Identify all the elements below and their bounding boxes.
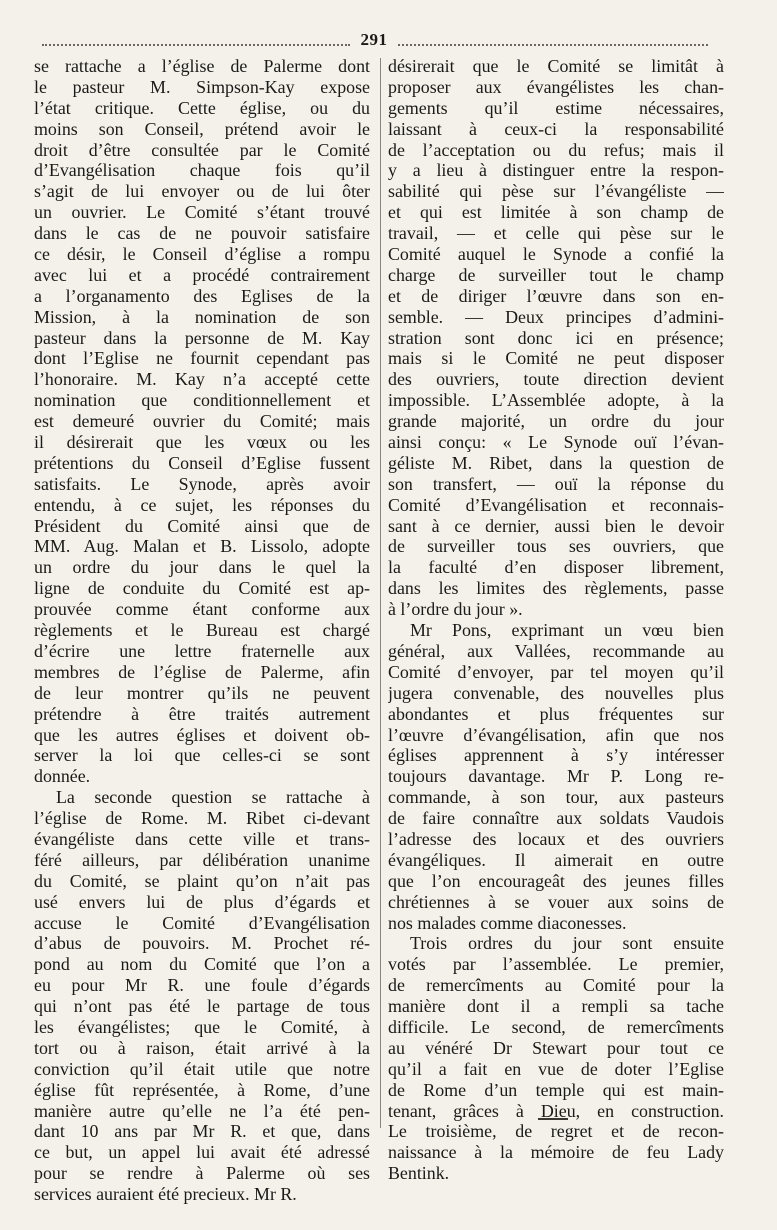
right-text-column <box>388 56 724 1184</box>
header-rule-left <box>42 44 350 46</box>
text-line: évangéliques. Il aimerait en outre <box>388 849 724 870</box>
text-line: et de diriger l’œuvre dans son en- <box>388 285 724 306</box>
text-line: dans les limites des règlements, passe <box>388 578 724 599</box>
text-line: pond au nom du Comité que l’on a <box>34 954 370 975</box>
text-line: dont l’Eglise ne fournit cependant pas <box>34 348 370 369</box>
text-line: avec lui et a procédé contrairement <box>34 264 370 285</box>
text-line: MM. Aug. Malan et B. Lissolo, adopte <box>34 536 370 557</box>
text-line: travail, — et celle qui pèse sur le <box>388 223 724 244</box>
text-line: entendu, à ce sujet, les réponses du <box>34 494 370 515</box>
text-line: qu’il a fait en vue de doter l’Eglise <box>388 1058 724 1079</box>
text-line: de surveiller tous ses ouvriers, que <box>388 536 724 557</box>
text-line: s’agit de lui envoyer ou de lui ôter <box>34 181 370 202</box>
text-line: Comité d’Evangélisation et reconnais- <box>388 494 724 515</box>
text-line: l’honoraire. M. Kay n’a accepté cette <box>34 369 370 390</box>
text-line: un ouvrier. Le Comité s’étant trouvé <box>34 202 370 223</box>
left-text-column <box>34 56 370 1205</box>
text-line: dant 10 ans par Mr R. et que, dans <box>34 1121 370 1142</box>
text-line: ligne de conduite du Comité est ap- <box>34 578 370 599</box>
text-line: pour se rendre à Palerme où ses <box>34 1163 370 1184</box>
text-line: règlements et le Bureau est chargé <box>34 620 370 641</box>
text-line: toujours davantage. Mr P. Long re- <box>388 766 724 787</box>
text-line: satisfaits. Le Synode, après avoir <box>34 473 370 494</box>
text-line: donnée. <box>34 766 91 787</box>
text-line: de l’acceptation ou du refus; mais il <box>388 139 724 160</box>
page-number: 291 <box>360 30 388 49</box>
text-line: manière autre qu’elle ne l’a été pen- <box>34 1100 370 1121</box>
text-line: tort ou à raison, était arrivé à la <box>34 1037 370 1058</box>
text-line: il désirerait que les vœux ou les <box>34 432 370 453</box>
text-line: que l’on encourageât des jeunes filles <box>388 870 724 891</box>
text-line: sant à ce dernier, aussi bien le devoir <box>388 515 724 536</box>
text-line: églises apprennent à s’y intéresser <box>388 745 724 766</box>
text-line: accuse le Comité d’Evangélisation <box>34 912 370 933</box>
text-line: manière dont il a rempli sa tache <box>388 996 724 1017</box>
text-line: l’adresse des locaux et des ouvriers <box>388 828 724 849</box>
text-line: Mission, à la nomination de son <box>34 306 370 327</box>
section-end-rule <box>538 1118 568 1120</box>
text-line: naissance à la mémoire de feu Lady <box>388 1142 724 1163</box>
text-line: y a lieu à distinguer entre la respon- <box>388 160 724 181</box>
text-line: d’écrire une lettre fraternelle aux <box>34 640 370 661</box>
text-line: féré ailleurs, par délibération unanime <box>34 849 370 870</box>
text-line: commande, à son tour, aux pasteurs <box>388 787 724 808</box>
text-line: abondantes et plus fréquentes sur <box>388 703 724 724</box>
text-line: évangéliste dans cette ville et trans- <box>34 828 370 849</box>
text-line: de Rome d’un temple qui est main- <box>388 1079 724 1100</box>
text-line: a l’organamento des Eglises de la <box>34 285 370 306</box>
text-line: du Comité, se plaint qu’on n’ait pas <box>34 870 370 891</box>
text-line: Le troisième, de regret et de recon- <box>388 1121 724 1142</box>
text-line: membres de l’église de Palerme, afin <box>34 661 370 682</box>
text-line: ce désir, le Conseil d’église a rompu <box>34 244 370 265</box>
text-line: sabilité qui pèse sur l’évangéliste — <box>388 181 724 202</box>
text-line: général, aux Vallées, recommande au <box>388 640 724 661</box>
text-line: que les autres églises et doivent ob- <box>34 724 370 745</box>
text-line: au vénéré Dr Stewart pour tout ce <box>388 1037 724 1058</box>
text-line: église fût représentée, à Rome, d’une <box>34 1079 370 1100</box>
text-line: grande majorité, un ordre du jour <box>388 411 724 432</box>
text-line: mais si le Comité ne peut disposer <box>388 348 724 369</box>
text-line: services auraient été precieux. Mr R. <box>34 1184 297 1205</box>
text-line: la faculté d’en disposer librement, <box>388 557 724 578</box>
text-line: chrétiennes à se vouer aux soins de <box>388 891 724 912</box>
text-line: ce but, un appel lui avait été adressé <box>34 1142 370 1163</box>
text-line: impossible. L’Assemblée adopte, à la <box>388 390 724 411</box>
text-line: stration sont donc ici en présence; <box>388 327 724 348</box>
text-line: Mr Pons, exprimant un vœu bien <box>410 620 724 641</box>
text-line: qui n’ont pas été le partage de tous <box>34 996 370 1017</box>
text-line: et qui est limitée à son champ de <box>388 202 724 223</box>
text-line: Président du Comité ainsi que de <box>34 515 370 536</box>
text-line: gements qu’il estime nécessaires, <box>388 97 724 118</box>
text-line: l’église de Rome. M. Ribet ci-devant <box>34 808 370 829</box>
text-line: le pasteur M. Simpson-Kay expose <box>34 76 370 97</box>
text-line: votés par l’assemblée. Le premier, <box>388 954 724 975</box>
text-line: ainsi conçu: « Le Synode ouï l’évan- <box>388 432 724 453</box>
text-line: laissant à ceux-ci la responsabilité <box>388 118 724 139</box>
text-line: Bentink. <box>388 1163 450 1184</box>
text-line: Comité auquel le Synode a confié la <box>388 244 724 265</box>
text-line: semble. — Deux principes d’admini- <box>388 306 724 327</box>
text-line: désirerait que le Comité se limitât à <box>388 56 724 76</box>
text-line: tenant, grâces à Dieu, en construction. <box>388 1100 724 1121</box>
text-line: d’abus de pouvoirs. M. Prochet ré- <box>34 933 370 954</box>
text-line: droit d’être consultée par le Comité <box>34 139 370 160</box>
text-line: son transfert, — ouï la réponse du <box>388 473 724 494</box>
text-line: se rattache a l’église de Palerme dont <box>34 56 370 76</box>
header-rule-right <box>398 44 708 46</box>
text-line: pasteur dans la personne de M. Kay <box>34 327 370 348</box>
text-line: La seconde question se rattache à <box>56 787 370 808</box>
text-line: difficile. Le second, de remercîments <box>388 1016 724 1037</box>
text-line: l’œuvre d’évangélisation, afin que nos <box>388 724 724 745</box>
text-line: Comité d’envoyer, par tel moyen qu’il <box>388 661 724 682</box>
text-line: nomination que conditionnellement et <box>34 390 370 411</box>
column-divider <box>380 58 381 1128</box>
text-line: server la loi que celles-ci se sont <box>34 745 370 766</box>
text-line: eu pour Mr R. une foule d’égards <box>34 975 370 996</box>
text-line: des ouvriers, toute direction devient <box>388 369 724 390</box>
text-line: usé envers lui de plus d’égards et <box>34 891 370 912</box>
text-line: jugera convenable, des nouvelles plus <box>388 682 724 703</box>
text-line: est demeuré ouvrier du Comité; mais <box>34 411 370 432</box>
text-line: moins son Conseil, prétend avoir le <box>34 118 370 139</box>
text-line: conviction qu’il était utile que notre <box>34 1058 370 1079</box>
text-line: charge de surveiller tout le champ <box>388 264 724 285</box>
text-line: nos malades comme diaconesses. <box>388 912 627 933</box>
text-line: de remercîments au Comité pour la <box>388 975 724 996</box>
text-line: proposer aux évangélistes les chan- <box>388 76 724 97</box>
text-line: dans le cas de ne pouvoir satisfaire <box>34 223 370 244</box>
text-line: prétendre à être traités autrement <box>34 703 370 724</box>
text-line: d’Evangélisation chaque fois qu’il <box>34 160 370 181</box>
text-line: de leur montrer qu’ils ne peuvent <box>34 682 370 703</box>
text-line: à l’ordre du jour ». <box>388 599 523 620</box>
text-line: Trois ordres du jour sont ensuite <box>410 933 724 954</box>
text-line: un ordre du jour dans le quel la <box>34 557 370 578</box>
text-line: prétentions du Conseil d’Eglise fussent <box>34 452 370 473</box>
text-line: l’état critique. Cette église, ou du <box>34 97 370 118</box>
text-line: géliste M. Ribet, dans la question de <box>388 452 724 473</box>
text-line: prouvée comme étant conforme aux <box>34 599 370 620</box>
text-line: les évangélistes; que le Comité, à <box>34 1016 370 1037</box>
text-line: de faire connaître aux soldats Vaudois <box>388 808 724 829</box>
